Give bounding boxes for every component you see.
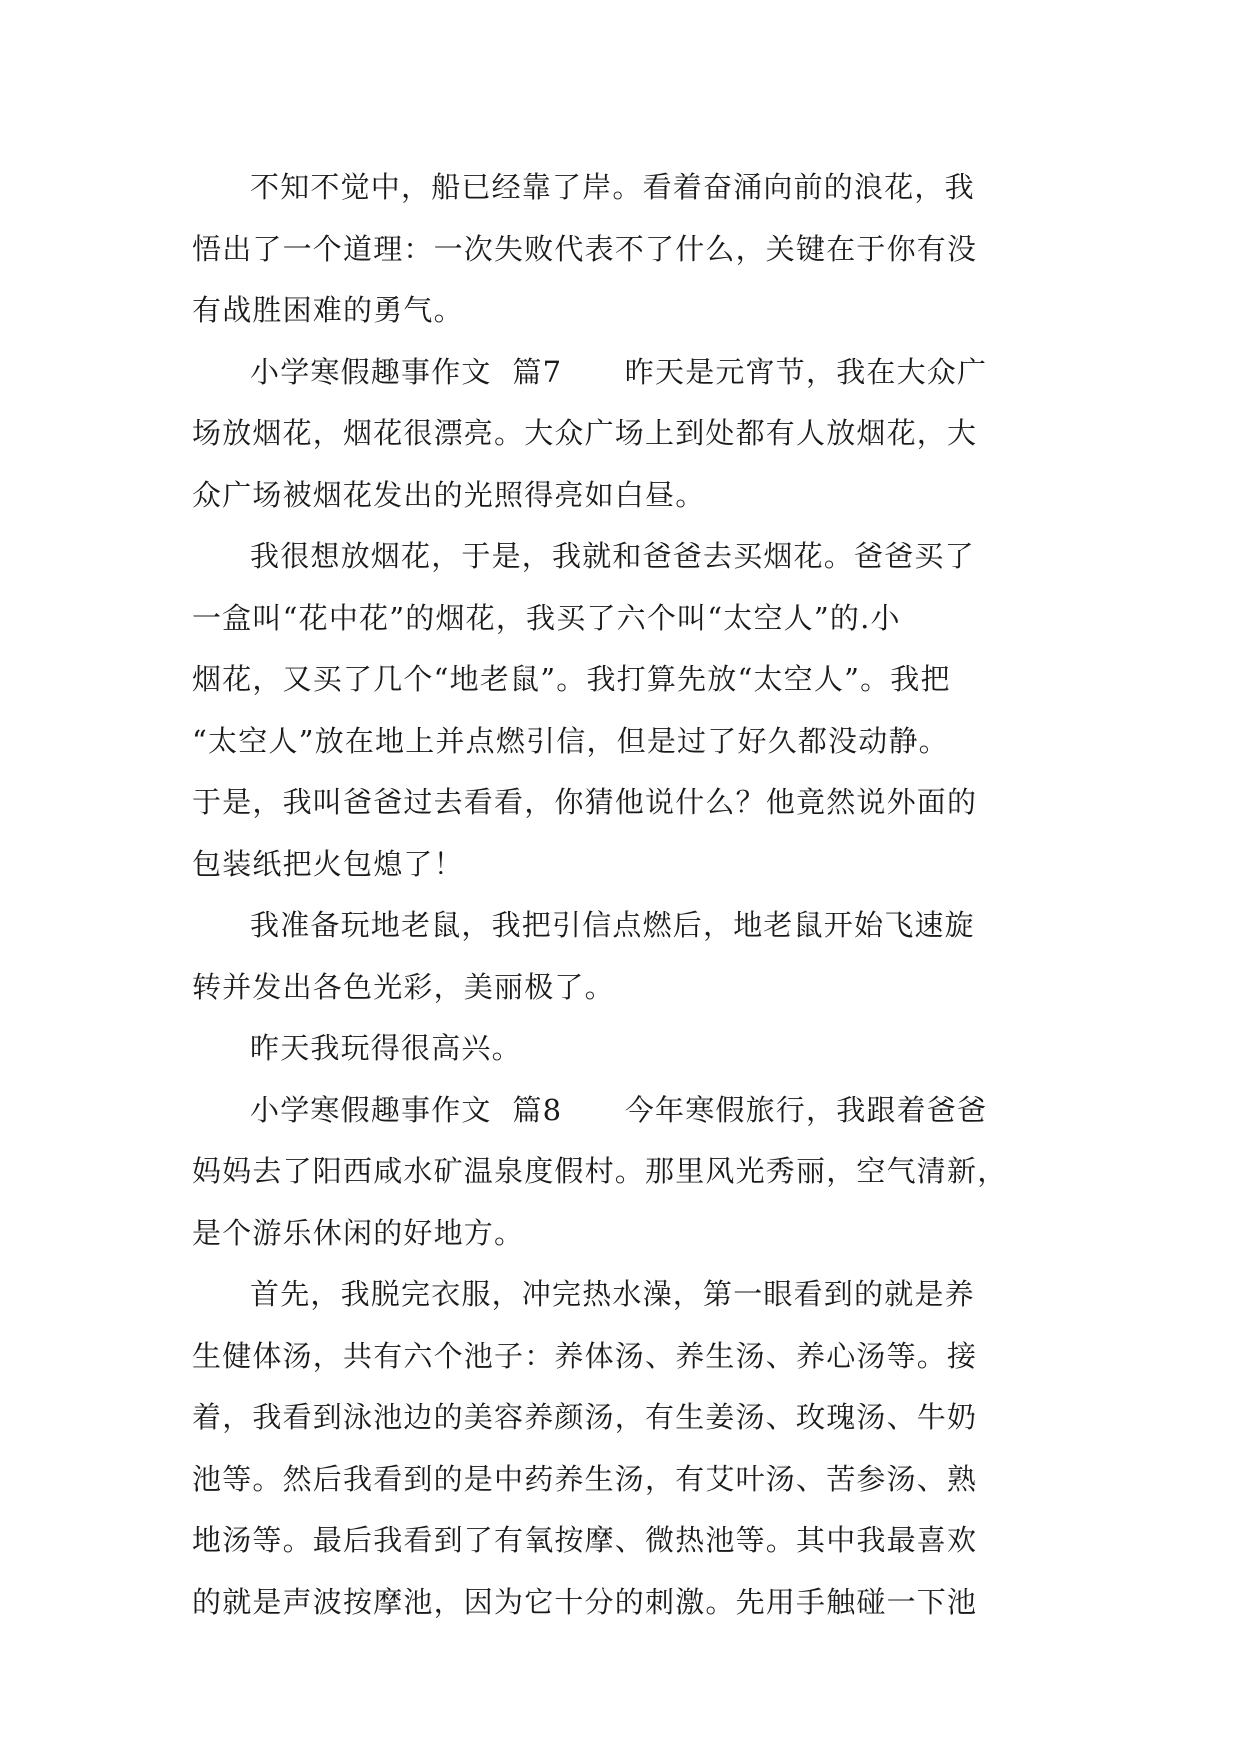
text-line: 的就是声波按摩池，因为它十分的刺激。先用手触碰一下池	[192, 1584, 978, 1619]
text-line: 不知不觉中，船已经靠了岸。看着奋涌向前的浪花，我	[250, 170, 975, 204]
text-line: 转并发出各色光彩，美丽极了。	[192, 969, 615, 1004]
document-body	[192, 157, 1062, 1633]
text-line: 众广场被烟花发出的光照得亮如白昼。	[192, 477, 706, 512]
text-line: 首先，我脱完衣服，冲完热水澡，第一眼看到的就是养	[250, 1277, 975, 1311]
text-line: 是个游乐休闲的好地方。	[192, 1215, 525, 1250]
text-line: 于是，我叫爸爸过去看看，你猜他说什么？他竟然说外面的	[192, 785, 978, 819]
paragraph-1	[192, 157, 1062, 342]
text-line: 昨天我玩得很高兴。	[250, 1031, 522, 1065]
text-line: 我很想放烟花，于是，我就和爸爸去买烟花。爸爸买了	[250, 539, 975, 573]
paragraph-5	[192, 1018, 1062, 1080]
text-line: 悟出了一个道理：一次失败代表不了什么，关键在于你有没	[192, 231, 978, 266]
text-line: 地汤等。最后我看到了有氧按摩、微热池等。其中我最喜欢	[192, 1523, 978, 1557]
section-heading-line: 小学寒假趣事作文 篇8 今年寒假旅行，我跟着爸爸	[250, 1092, 988, 1127]
paragraph-2	[192, 342, 1062, 527]
text-line: 包装纸把火包熄了！	[192, 846, 464, 881]
text-line: 池等。然后我看到的是中药养生汤，有艾叶汤、苦参汤、熟	[192, 1461, 978, 1496]
text-line: 有战胜困难的勇气。	[192, 293, 464, 327]
section-heading-line: 小学寒假趣事作文 篇7 昨天是元宵节，我在大众广	[250, 354, 988, 389]
text-line: 着，我看到泳池边的美容养颜汤，有生姜汤、玫瑰汤、牛奶	[192, 1400, 978, 1434]
paragraph-4	[192, 895, 1062, 1018]
text-line: 生健体汤，共有六个池子：养体汤、养生汤、养心汤等。接	[192, 1338, 978, 1373]
text-line: “太空人”放在地上并点燃引信，但是过了好久都没动静。	[192, 723, 949, 758]
text-line: 我准备玩地老鼠，我把引信点燃后，地老鼠开始飞速旋	[250, 908, 975, 942]
paragraph-7	[192, 1264, 1062, 1633]
text-line: 场放烟花，烟花很漂亮。大众广场上到处都有人放烟花，大	[192, 416, 978, 450]
paragraph-3	[192, 526, 1062, 895]
text-line: 一盒叫“花中花”的烟花，我买了六个叫“太空人”的.小	[192, 600, 901, 635]
paragraph-6	[192, 1080, 1062, 1265]
text-line: 妈妈去了阳西咸水矿温泉度假村。那里风光秀丽，空气清新，	[192, 1154, 1008, 1188]
text-line: 烟花，又买了几个“地老鼠”。我打算先放“太空人”。我把	[192, 662, 951, 696]
